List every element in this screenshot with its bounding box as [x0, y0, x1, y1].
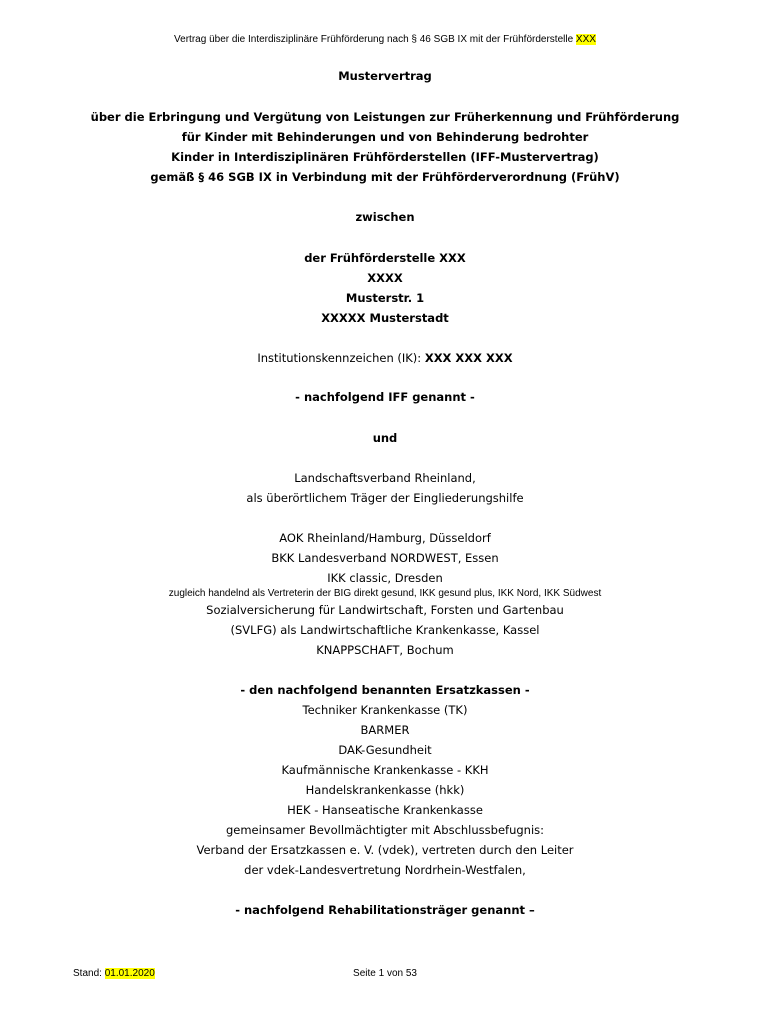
- ikk-note: zugleich handelnd als Vertreterin der BIG direkt gesund, IKK gesund plus, IKK Nord, IKK Südwest: [168, 588, 602, 599]
- document-title: Mustervertrag: [338, 69, 432, 83]
- ersatzkasse-item: BARMER: [360, 723, 410, 737]
- bevollmaechtigter-line: gemeinsamer Bevollmächtigter mit Abschlussbefugnis:: [225, 823, 545, 837]
- party1-line-1: der Frühförderstelle XXX: [304, 251, 466, 265]
- party1-line-4: XXXXX Musterstadt: [321, 311, 449, 325]
- kasse-svlfg-2: (SVLFG) als Landwirtschaftliche Krankenkasse, Kassel: [230, 623, 540, 637]
- page-number: Seite 1 von 53: [353, 968, 417, 979]
- ik-value: XXX XXX XXX: [424, 351, 513, 365]
- subtitle-line-3: Kinder in Interdisziplinären Frühförderstellen (IFF-Mustervertrag): [171, 150, 599, 164]
- kasse-svlfg-1: Sozialversicherung für Landwirtschaft, Forsten und Gartenbau: [206, 603, 564, 617]
- subtitle-line-2: für Kinder mit Behinderungen und von Behinderung bedrohter: [181, 130, 589, 144]
- subtitle-line-4: gemäß § 46 SGB IX in Verbindung mit der Frühförderverordnung (FrühV): [150, 170, 620, 184]
- party1-line-3: Musterstr. 1: [345, 291, 425, 305]
- ik-label: Institutionskennzeichen (IK):: [257, 351, 425, 365]
- lvr-line-2: als überörtlichem Träger der Eingliederungshilfe: [246, 491, 524, 505]
- ersatzkassen-heading: - den nachfolgend benannten Ersatzkassen -: [240, 683, 530, 697]
- ersatzkasse-item: Techniker Krankenkasse (TK): [302, 703, 468, 717]
- ersatzkasse-item: HEK - Hanseatische Krankenkasse: [287, 803, 483, 817]
- header-highlight: XXX: [575, 34, 596, 45]
- ersatzkasse-item: Handelskrankenkasse (hkk): [305, 783, 465, 797]
- kasse-ikk: IKK classic, Dresden: [327, 571, 443, 585]
- party2-designation: - nachfolgend Rehabilitationsträger genannt –: [235, 903, 535, 917]
- zwischen-label: zwischen: [355, 210, 415, 224]
- vdek-line-2: der vdek-Landesvertretung Nordrhein-Westfalen,: [244, 863, 526, 877]
- stand-label: Stand:: [73, 968, 105, 979]
- ersatzkasse-item: DAK-Gesundheit: [338, 743, 432, 757]
- page-header: [0, 34, 770, 45]
- party1-designation: - nachfolgend IFF genannt -: [295, 390, 475, 404]
- kasse-aok: AOK Rheinland/Hamburg, Düsseldorf: [279, 531, 491, 545]
- vdek-line-1: Verband der Ersatzkassen e. V. (vdek), vertreten durch den Leiter: [196, 843, 574, 857]
- und-label: und: [372, 431, 398, 445]
- subtitle-line-1: über die Erbringung und Vergütung von Leistungen zur Früherkennung und Frühförderung: [90, 110, 680, 124]
- lvr-line-1: Landschaftsverband Rheinland,: [294, 471, 476, 485]
- party1-line-2: XXXX: [367, 271, 403, 285]
- kasse-knappschaft: KNAPPSCHAFT, Bochum: [316, 643, 454, 657]
- kasse-bkk: BKK Landesverband NORDWEST, Essen: [271, 551, 499, 565]
- header-text: Vertrag über die Interdisziplinäre Frühförderung nach § 46 SGB IX mit der Frühförderstelle: [174, 34, 576, 45]
- stand-date: 01.01.2020: [104, 968, 155, 979]
- ersatzkasse-item: Kaufmännische Krankenkasse - KKH: [281, 763, 489, 777]
- ik-line: [0, 351, 770, 365]
